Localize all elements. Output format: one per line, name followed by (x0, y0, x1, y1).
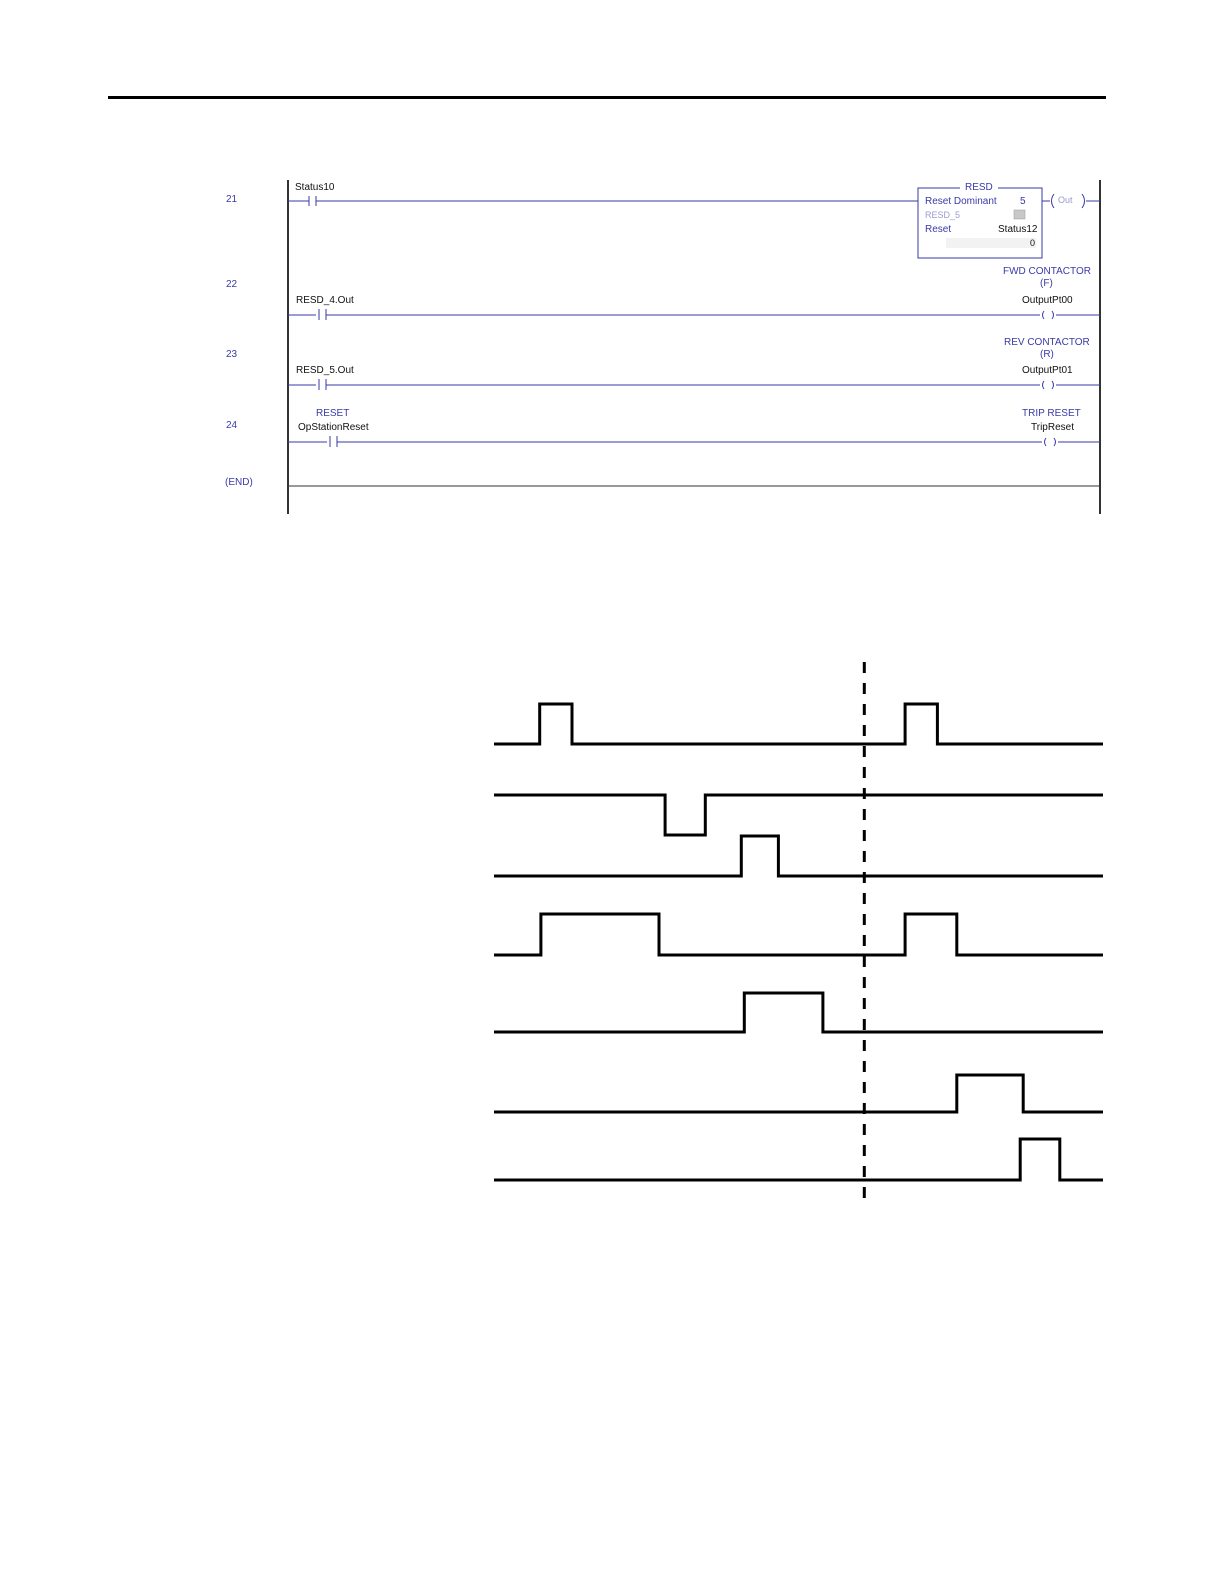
coil-description: TRIP RESET (1022, 408, 1081, 419)
coil-icon (1043, 311, 1054, 319)
coil-icon (1045, 438, 1056, 446)
contact-tag: RESD_4.Out (296, 295, 354, 306)
coil-tag: OutputPt01 (1022, 365, 1073, 376)
rung-number: 24 (226, 420, 238, 431)
timing-signal-5 (494, 993, 1103, 1032)
rung-number: 22 (226, 279, 238, 290)
block-param-value: 0 (1030, 238, 1036, 248)
timing-signal-1 (494, 704, 1103, 744)
ladder-diagram (0, 0, 1224, 560)
coil-description: FWD CONTACTOR (1003, 266, 1091, 277)
contact-tag: RESD_5.Out (296, 365, 354, 376)
contact-tag: Status10 (295, 182, 335, 193)
timing-signal-3 (494, 836, 1103, 876)
block-instance-label: RESD_5 (925, 210, 961, 220)
no-contact-icon (319, 379, 326, 390)
block-instance-icon (1014, 210, 1025, 219)
timing-signal-2 (494, 795, 1103, 835)
rung-24 (288, 408, 1100, 447)
coil-tag: OutputPt00 (1022, 295, 1073, 306)
block-param-label: Reset (925, 224, 952, 235)
block-param-label: Reset Dominant (925, 196, 997, 207)
coil-description: (F) (1040, 278, 1053, 289)
block-title: RESD (965, 182, 993, 193)
timing-signal-6 (494, 1075, 1103, 1112)
rung-22 (288, 266, 1100, 320)
block-param-value: 5 (1020, 196, 1026, 207)
timing-signal-4 (494, 914, 1103, 955)
rung-number: 21 (226, 194, 238, 205)
block-param-value: Status12 (998, 224, 1038, 235)
rung-23 (288, 337, 1100, 390)
rung-21 (288, 182, 1100, 258)
no-contact-icon (330, 436, 337, 447)
coil-description: (R) (1040, 349, 1054, 360)
coil-icon (1043, 381, 1054, 389)
timing-signal-7 (494, 1139, 1103, 1180)
coil-tag: TripReset (1031, 422, 1074, 433)
rung-number: 23 (226, 349, 238, 360)
no-contact-icon (306, 196, 316, 206)
coil-description: REV CONTACTOR (1004, 337, 1090, 348)
rung-number: (END) (225, 477, 253, 488)
no-contact-icon (319, 309, 326, 320)
contact-description: RESET (316, 408, 350, 419)
coil-label: Out (1058, 195, 1073, 205)
contact-tag: OpStationReset (298, 422, 369, 433)
